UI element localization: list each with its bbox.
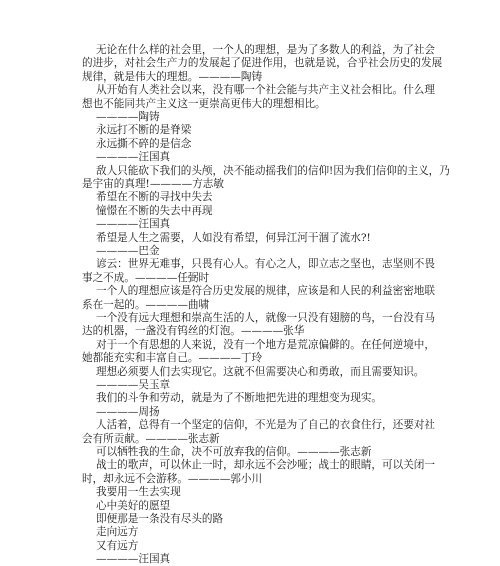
text-line: 战士的歌声，可以休止一时，却永远不会沙哑；战士的眼睛，可以关闭一 [96, 459, 435, 472]
text-line: 理想必须要人们去实现它。这就不但需要决心和勇敢，而且需要知识。 [96, 365, 425, 378]
text-line: ————周扬 [96, 405, 160, 418]
text-line: 我们的斗争和劳动，就是为了不断地把先进的理想变为现实。 [96, 392, 383, 405]
text-line: 即便那是一条没有尽头的路 [96, 513, 224, 525]
text-line: 心中美好的愿望 [96, 499, 171, 512]
text-line: ————陶铸 [96, 111, 160, 123]
text-line: 一个人的理想应该是符合历史发展的规律，应该是和人民的利益密密地联 [96, 285, 435, 298]
text-line: 永远撕不碎的是信念 [96, 137, 192, 150]
text-line: 从开始有人类社会以来，没有哪一个社会能与共产主义社会相比。什么理 [96, 84, 435, 97]
text-line: 是宇宙的真理!————方志敏 [82, 178, 224, 190]
text-line: 时，却永远不会游移。————郭小川 [82, 472, 263, 485]
text-line: 达的机器，一盏没有钨丝的灯泡。————张华 [82, 325, 305, 338]
text-line: 憧憬在不断的失去中再现 [96, 204, 213, 217]
text-line: 可以牺牲我的生命，决不可放弃我的信仰。————张志新 [96, 446, 372, 458]
text-line: 的进步，对社会生产力的发展起了促进作用，也就是说，合乎社会历史的发展 [82, 57, 443, 70]
text-line: 又有远方 [96, 539, 139, 552]
text-line: 无论在什么样的社会里，一个人的理想，是为了多数人的利益，为了社会 [96, 44, 435, 56]
text-line: 系在一起的。————曲啸 [82, 298, 210, 311]
text-line: 会有所贡献。————张志新 [82, 432, 220, 445]
text-line: 想也不能同共产主义这一更崇高更伟大的理想相比。 [82, 97, 326, 110]
text-line: 希望是人生之需要，人如没有希望，何异江河干涸了流水?! [96, 231, 371, 244]
text-line: 敌人只能砍下我们的头颅，决不能动摇我们的信仰!因为我们信仰的主义，乃 [96, 164, 450, 177]
text-line: 事之不成。————任弼时 [82, 271, 210, 284]
text-line: 希望在不断的寻找中失去 [96, 191, 213, 204]
text-line: ————汪国真 [96, 218, 171, 231]
text-line: 规律，就是伟大的理想。————陶铸 [82, 70, 263, 83]
text-line: 她都能充实和丰富自己。————丁玲 [82, 352, 263, 365]
text-line: ————吴玉章 [96, 379, 171, 391]
text-line: 永远打不断的是脊梁 [96, 124, 192, 137]
text-line: ————汪国真 [96, 553, 171, 566]
text-line: 我要用一生去实现 [96, 486, 181, 499]
text-line: ————巴金 [96, 245, 160, 257]
text-line: 谚云：世界无难事，只畏有心人。有心之人，即立志之坚也，志坚则不畏 [96, 258, 435, 271]
text-line: 人活着，总得有一个坚定的信仰，不光是为了自己的衣食住行，还要对社 [96, 419, 435, 432]
text-line: 走向远方 [96, 526, 139, 539]
text-line: ————汪国真 [96, 151, 171, 164]
text-line: 一个没有远大理想和崇高生活的人，就像一只没有翅膀的鸟，一台没有马 [96, 312, 435, 324]
text-line: 对于一个有思想的人来说，没有一个地方是荒凉偏僻的。在任何逆境中， [96, 338, 435, 351]
